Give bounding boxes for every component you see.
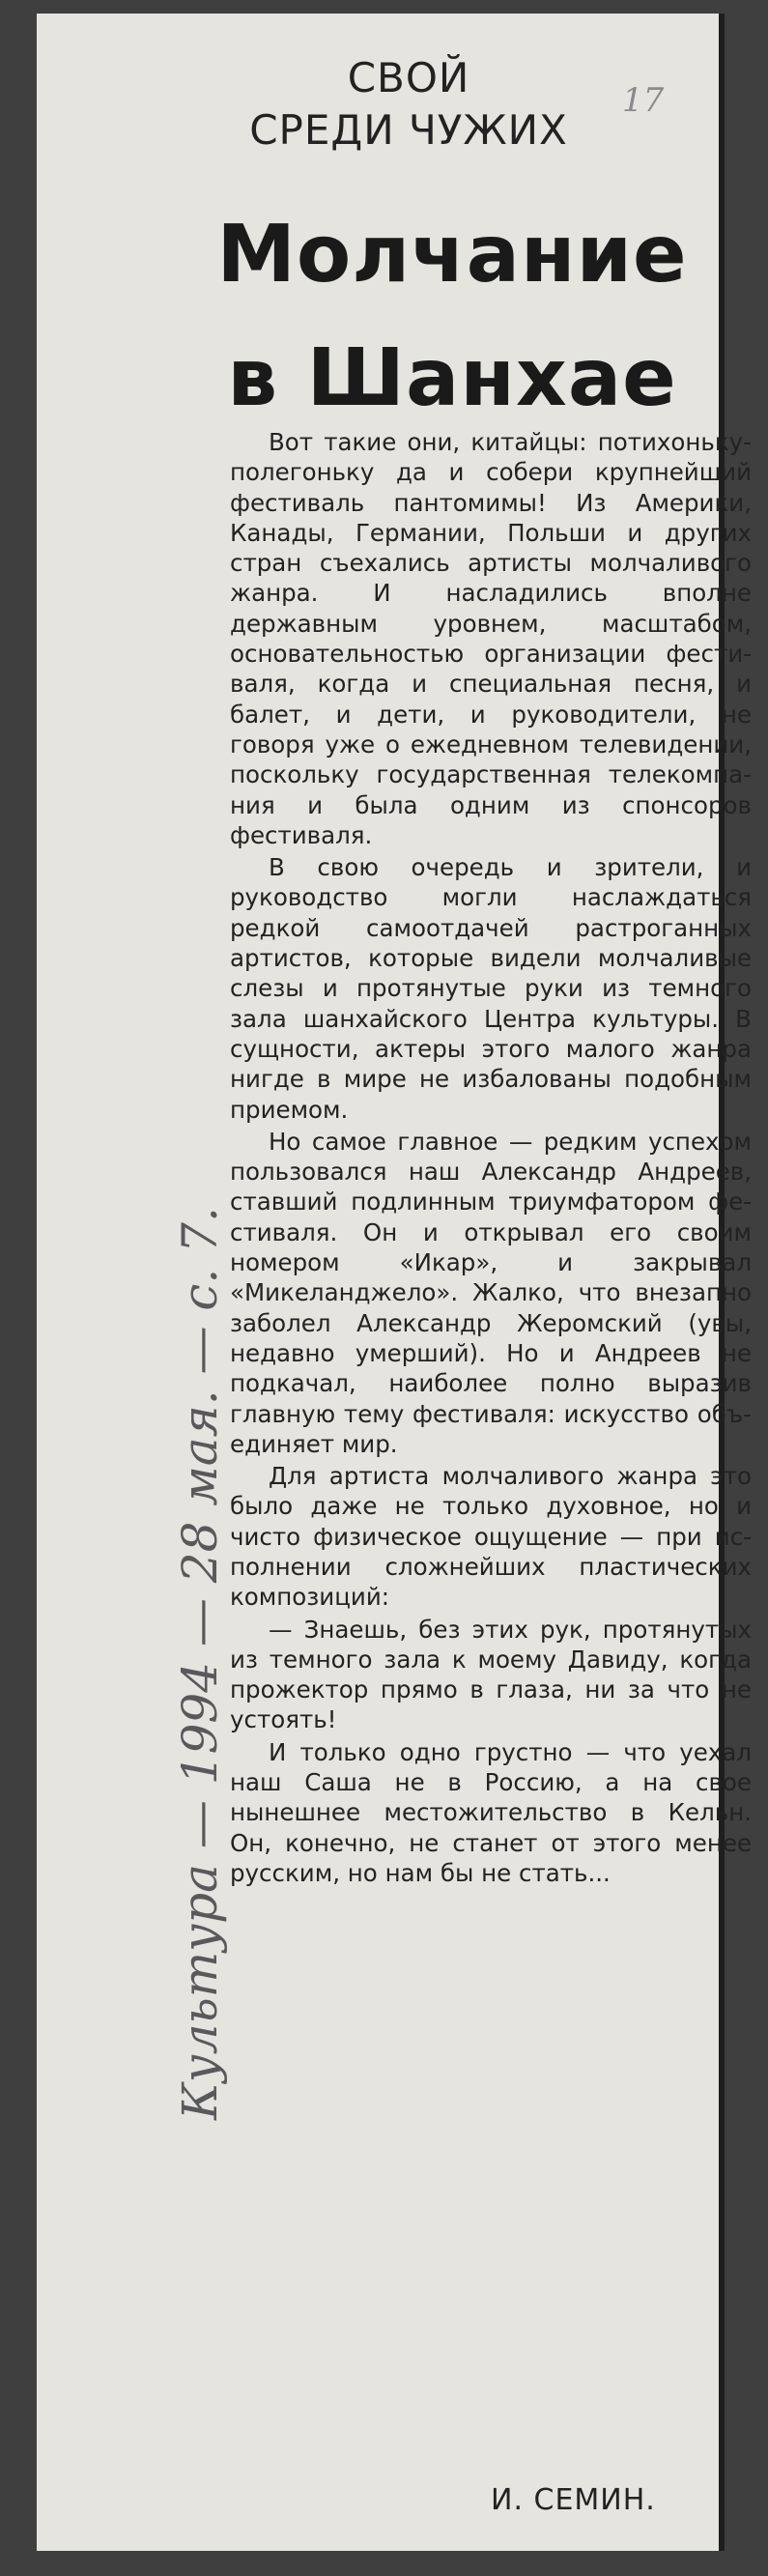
paragraph-1: Вот такие они, китайцы: потихоньку-полегоньку да и собери крупнейший фестиваль пантомимы! Из Америки, Канады, Германии, Польши и других стран съехались артисты молчаливого жанра. И насладились вполне державным уровнем, масштабом, основательностью организации фестиваля, когда и специальная песня, и балет, и дети, и руководители, не говоря уже о ежедневном телевидении, поскольку государственная телекомпания и была одним из спонсоров фестиваля. bbox=[230, 428, 752, 849]
rubric-line-1: СВОЙ bbox=[347, 54, 470, 101]
paragraph-2: В свою очередь и зрители, и руководство могли наслаждаться редкой самоотдачей растроганных артистов, которые видели молчаливые слезы и протянутые руки из темного зала шанхайского Центра культуры. В сущности, актеры этого малого жанра нигде в мире не избалованы подобным приемом. bbox=[230, 853, 752, 1124]
rubric-kicker bbox=[182, 52, 636, 157]
author-signature: И. СЕМИН. bbox=[491, 2483, 656, 2517]
newspaper-clipping bbox=[37, 14, 752, 2551]
article-body bbox=[230, 427, 752, 1890]
paragraph-5: — Знаешь, без этих рук, протянутых из темного зала к моему Давиду, когда прожектор прямо в глаза, ни за что не устоять! bbox=[230, 1615, 752, 1734]
paragraph-6: И только одно грустно — что уехал наш Саша не в Россию, а на свое нынешнее местожительство в Кельн. Он, конечно, не станет от этого менее русским, но нам бы не стать... bbox=[230, 1737, 752, 1887]
paragraph-4: Для артиста молчаливого жанра это было даже не только духовное, но и чисто физическое ощущение — при исполнении сложнейших пластических композиций: bbox=[230, 1462, 752, 1612]
pencil-corner-mark: 17 bbox=[622, 81, 665, 120]
handwritten-citation-note: Культура — 1994 — 28 мая. — с. 7. bbox=[172, 1207, 228, 2120]
paragraph-3: Но самое главное — редким успехом пользовался наш Александр Андреев, ставший подлинным триумфатором фестиваля. Он и открывал его своим номером «Икар», и закрывал «Микеланджело». Жалко, что внезапно заболел Александр Жеромский (увы, недавно умерший). Но и Андреев не подкачал, наиболее полно выразив главную тему фестиваля: искусство объединяет мир. bbox=[230, 1127, 752, 1458]
rubric-line-2: СРЕДИ ЧУЖИХ bbox=[249, 106, 568, 154]
headline-line-1: Молчание bbox=[216, 209, 688, 301]
headline-line-2: в Шанхае bbox=[227, 332, 677, 424]
article-headline bbox=[182, 193, 723, 441]
